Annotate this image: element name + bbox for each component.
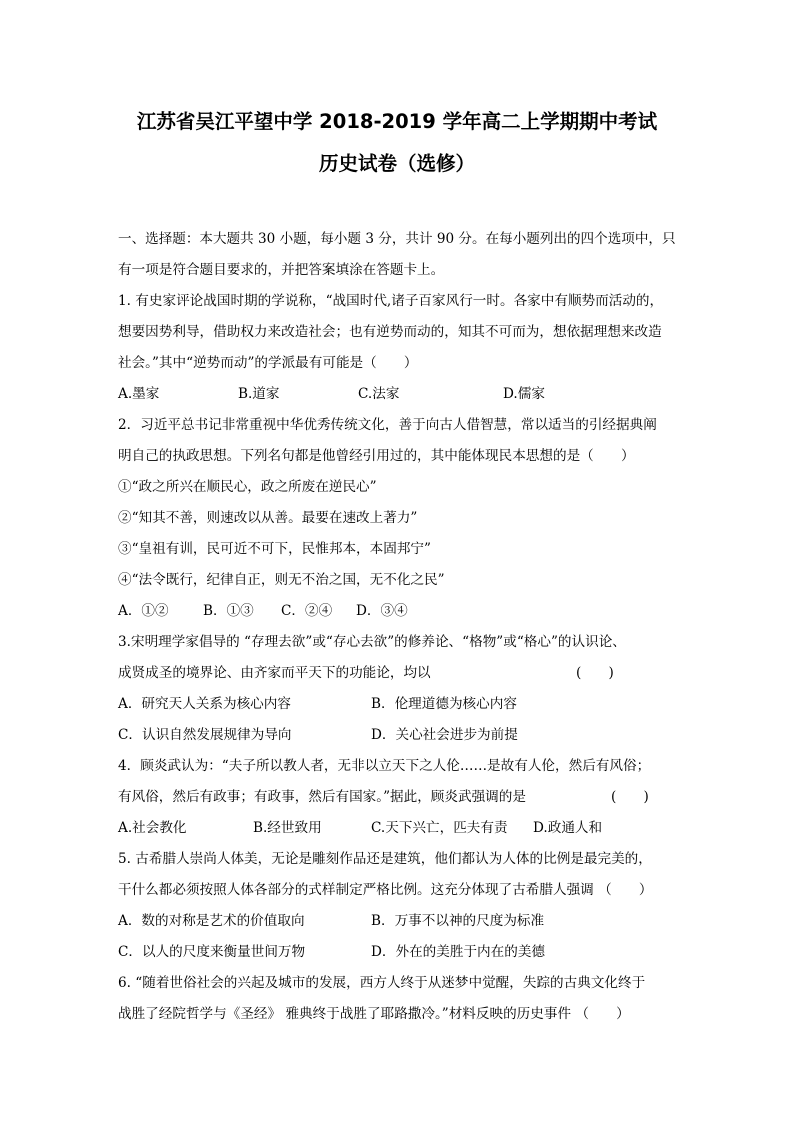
- q6-stem-line: 战胜了经院哲学与《圣经》 雅典终于战胜了耶路撒冷。”材料反映的历史事件 （ ）: [118, 1006, 630, 1022]
- exam-subtitle: 历史试卷（选修）: [318, 152, 475, 175]
- q5-option-d: D．外在的美胜于内在的美德: [371, 944, 546, 960]
- q1-option-c: C.法家: [358, 386, 400, 402]
- q2-option-b: B．①③: [203, 603, 254, 619]
- exam-title: 江苏省吴江平望中学 2018-2019 学年高二上学期期中考试: [136, 110, 658, 133]
- q5-option-b: B．万事不以神的尺度为标准: [371, 913, 545, 929]
- q5-stem-line: 5. 古希腊人崇尚人体美，无论是雕刻作品还是建筑，他们都认为人体的比例是最完美的，: [118, 851, 652, 867]
- q2-option-c: C．②④: [281, 603, 333, 619]
- q2-item: ③“皇祖有训，民可近不可下，民惟邦本，本固邦宁”: [118, 541, 431, 557]
- q2-stem-line: 明自己的执政思想。下列名句都是他曾经引用过的，其中能体现民本思想的是（ ）: [118, 448, 635, 464]
- q5-stem-line: 干什么都必须按照人体各部分的式样制定严格比例。这充分体现了古希腊人强调 （ ）: [118, 882, 653, 898]
- q1-stem-line: 想要因势利导，借助权力来改造社会；也有逆势而动的，知其不可而为，想依据理想来改造: [118, 324, 662, 340]
- q3-answer-blank: ( ): [576, 665, 614, 681]
- q3-option-a: A．研究天人关系为核心内容: [118, 696, 291, 712]
- instructions-line: 有一项是符合题目要求的，并把答案填涂在答题卡上。: [118, 262, 445, 278]
- q2-option-d: D．③④: [356, 603, 408, 619]
- q2-item: ②“知其不善，则速改以从善。最要在速改上著力”: [118, 510, 418, 526]
- q1-option-b: B.道家: [238, 386, 280, 402]
- q1-stem-line: 1. 有史家评论战国时期的学说称，“战国时代,诸子百家风行一时。各家中有顺势而活动的，: [118, 293, 664, 309]
- q5-option-c: C．以人的尺度来衡量世间万物: [118, 944, 306, 960]
- q3-option-b: B．伦理道德为核心内容: [371, 696, 517, 712]
- q1-stem-line: 社会。”其中“逆势而动”的学派最有可能是（ ）: [118, 355, 418, 371]
- q3-option-c: C．认识自然发展规律为导向: [118, 727, 292, 743]
- q3-stem-line: 3.宋明理学家倡导的 “存理去欲”或“存心去欲”的修养论、“格物”或“格心”的认识论、: [118, 634, 626, 650]
- q3-stem-line: 成贤成圣的境界论、由齐家而平天下的功能论，均以: [118, 665, 431, 681]
- q5-option-a: A．数的对称是艺术的价值取向: [118, 913, 305, 929]
- q4-stem-line: 4．顾炎武认为：“夫子所以教人者，无非以立天下之人伦……是故有人伦，然后有风俗；: [118, 758, 651, 774]
- q3-option-d: D．关心社会进步为前提: [371, 727, 518, 743]
- q6-stem-line: 6. “随着世俗社会的兴起及城市的发展，西方人终于从迷梦中觉醒，失踪的古典文化终于: [118, 975, 646, 991]
- q1-option-d: D.儒家: [503, 386, 545, 402]
- q2-item: ①“政之所兴在顺民心，政之所废在逆民心”: [118, 479, 377, 495]
- q2-item: ④“法令既行，纪律自正，则无不治之国，无不化之民”: [118, 572, 445, 588]
- q4-option-b: B.经世致用: [253, 820, 322, 836]
- q4-option-d: D.政通人和: [533, 820, 603, 836]
- q1-option-a: A.墨家: [118, 386, 160, 402]
- q2-stem-line: 2．习近平总书记非常重视中华优秀传统文化，善于向古人借智慧，常以适当的引经据典阐: [118, 417, 657, 433]
- q4-stem-line: 有风俗，然后有政事；有政事，然后有国家。”据此，顾炎武强调的是: [118, 789, 526, 805]
- q2-option-a: A．①②: [118, 603, 169, 619]
- q4-answer-blank: ( ): [611, 789, 649, 805]
- q4-option-a: A.社会教化: [118, 820, 187, 836]
- q4-option-c: C.天下兴亡，匹夫有责: [371, 820, 508, 836]
- instructions-line: 一、选择题：本大题共 30 小题，每小题 3 分，共计 90 分。在每小题列出的四个选项中，只: [118, 231, 676, 247]
